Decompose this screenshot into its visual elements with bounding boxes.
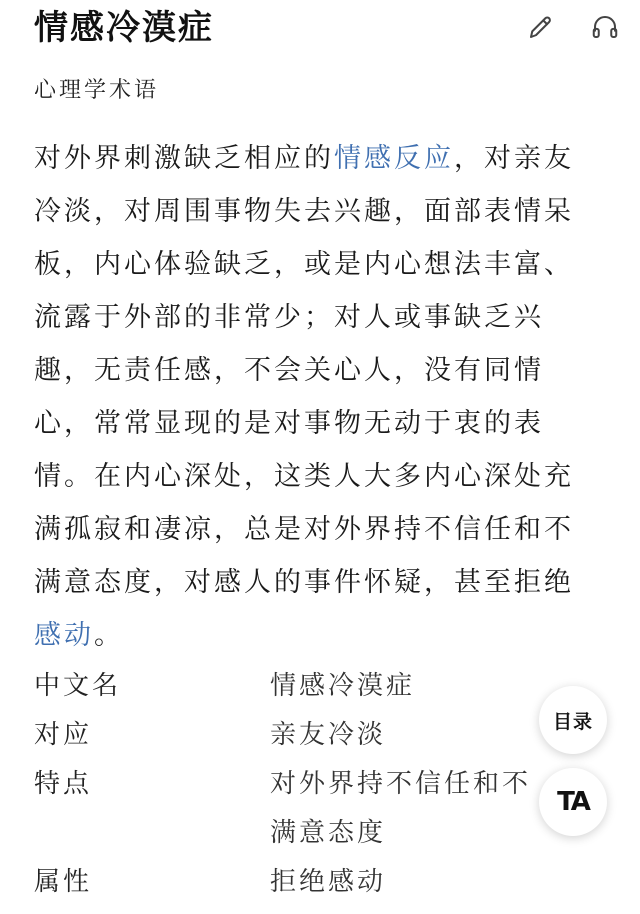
description-text-2: ，对亲友冷淡，对周围事物失去兴趣，面部表情呆板，内心体验缺乏，或是内心想法丰富、流露于外部的非常少；对人或事缺乏兴趣，无责任感，不会关心人，没有同情心，常常显现的是对事物无动于衷的表情。在内心深处，这类人大多内心深处充满孤寂和凄凉，总是对外界持不信任和不满意态度，对感人的事件怀疑，甚至拒绝	[34, 143, 574, 598]
infobox-row	[34, 760, 594, 858]
edit-button[interactable]	[526, 12, 556, 42]
infobox-key: 对应	[34, 720, 93, 750]
infobox-value: 情感冷漠症	[270, 671, 416, 701]
page-header	[34, 6, 620, 54]
infobox	[34, 662, 594, 907]
term-category: 心理学术语	[34, 78, 160, 103]
infobox-value: 拒绝感动	[270, 867, 387, 897]
headphones-icon	[590, 12, 620, 42]
table-of-contents-button[interactable]: 目录	[539, 686, 607, 754]
infobox-value: 对外界持不信任和不满意态度	[270, 769, 532, 848]
header-actions	[526, 12, 620, 42]
infobox-key: 属性	[34, 867, 93, 897]
link-moved[interactable]: 感动	[34, 620, 94, 651]
description-text-3: 。	[94, 620, 124, 651]
link-emotional-response[interactable]: 情感反应	[334, 143, 454, 174]
infobox-value: 亲友冷淡	[270, 720, 387, 750]
infobox-key: 中文名	[34, 671, 122, 701]
infobox-row	[34, 858, 594, 907]
infobox-row	[34, 662, 594, 711]
infobox-row	[34, 711, 594, 760]
ta-button[interactable]: TA	[539, 768, 607, 836]
description-text-1: 对外界刺激缺乏相应的	[34, 143, 334, 174]
page-title: 情感冷漠症	[34, 8, 214, 48]
description-paragraph	[34, 132, 600, 662]
pencil-icon	[526, 12, 556, 42]
infobox-key: 特点	[34, 769, 93, 799]
listen-button[interactable]	[590, 12, 620, 42]
